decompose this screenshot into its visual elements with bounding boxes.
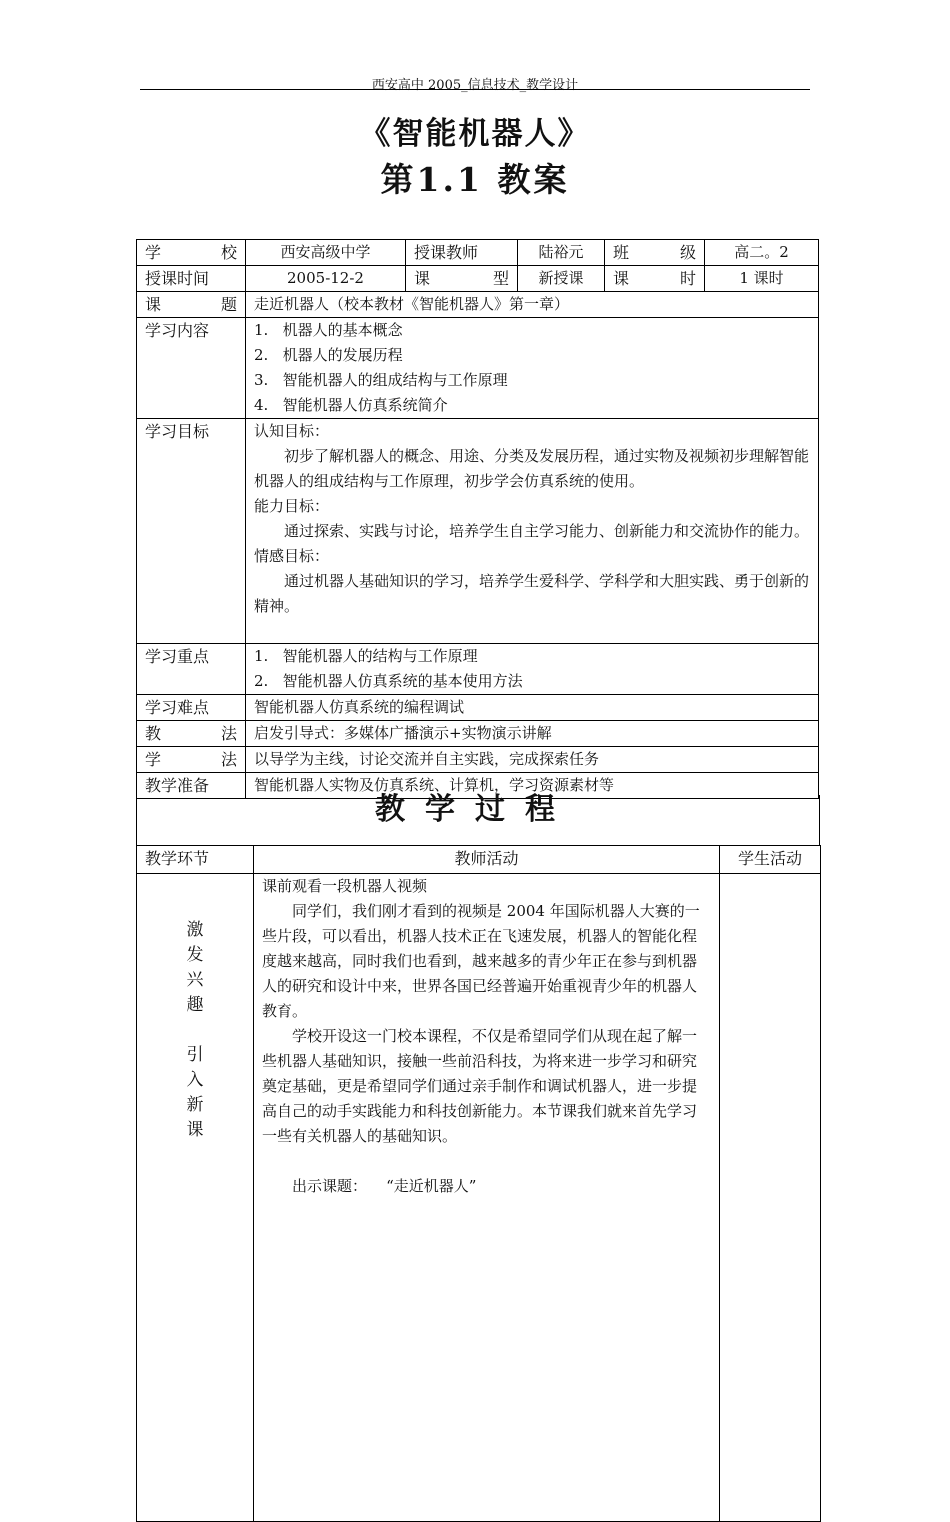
class-value: 高二。2	[705, 240, 819, 266]
goal-emotion-text: 通过机器人基础知识的学习，培养学生爱科学、学科学和大胆实践、勇于创新的精神。	[254, 572, 810, 615]
lesson-info-table	[136, 239, 819, 799]
time-value: 2005-12-2	[246, 266, 406, 292]
list-item: 3. 智能机器人的组成结构与工作原理	[254, 371, 508, 389]
learn-label: 学 法	[137, 747, 246, 773]
teacher-label: 授课教师	[406, 240, 518, 266]
hours-label: 课 时	[605, 266, 705, 292]
difficulty-value: 智能机器人仿真系统的编程调试	[246, 695, 819, 721]
prep-value: 智能机器人实物及仿真系统、计算机，学习资源素材等	[246, 773, 819, 799]
method-value: 启发引导式：多媒体广播演示+实物演示讲解	[246, 721, 819, 747]
list-item: 1. 智能机器人的结构与工作原理	[254, 647, 478, 665]
goal-cognitive-text: 初步了解机器人的概念、用途、分类及发展历程，通过实物及视频初步理解智能机器人的组成结构与工作原理，初步学会仿真系统的使用。	[254, 447, 810, 490]
topic-label: 课 题	[137, 292, 246, 318]
process-title: 教学过程	[375, 792, 575, 827]
teacher-value: 陆裕元	[518, 240, 605, 266]
activity-paragraph: 学校开设这一门校本课程，不仅是希望同学们从现在起了解一些机器人基础知识，接触一些前沿科技，为将来进一步学习和研究奠定基础，更是希望同学们通过亲手制作和调试机器人，进一步提高自己的动手实践能力和科技创新能力。本节课我们就来首先学习一些有关机器人的基础知识。	[262, 1027, 698, 1145]
student-activity-cell	[720, 874, 821, 1522]
content-label: 学习内容	[137, 318, 246, 419]
key-list	[246, 644, 819, 695]
lesson-number: 第1.1 教案	[380, 160, 570, 199]
school-value: 西安高级中学	[246, 240, 406, 266]
list-item: 4. 智能机器人仿真系统简介	[254, 396, 448, 414]
content-list	[246, 318, 819, 419]
activity-paragraph: 同学们，我们刚才看到的视频是 2004 年国际机器人大赛的一些片段，可以看出，机器人技术正在飞速发展，机器人的智能化程度越来越高，同时我们也看到，越来越多的青少年正在参与到机器人的研究和设计中来，世界各国已经普遍开始重视青少年的机器人教育。	[262, 902, 700, 1020]
method-label: 教 法	[137, 721, 246, 747]
page-header: 西安高中 2005_信息技术_教学设计	[371, 78, 579, 93]
type-value: 新授课	[518, 266, 605, 292]
document-title: 《智能机器人》	[359, 116, 591, 152]
goal-ability-text: 通过探索、实践与讨论，培养学生自主学习能力、创新能力和交流协作的能力。	[284, 522, 810, 540]
stage-cell: 激 发 兴 趣 引 入 新 课	[137, 874, 254, 1522]
time-label: 授课时间	[137, 266, 246, 292]
topic-value: 走近机器人（校本教材《智能机器人》第一章）	[246, 292, 819, 318]
process-table	[136, 845, 821, 1522]
prep-label: 教学准备	[137, 773, 246, 799]
difficulty-label: 学习难点	[137, 695, 246, 721]
teacher-activity-header: 教师活动	[254, 846, 720, 874]
goals-content	[246, 419, 819, 644]
hours-value: 1 课时	[705, 266, 819, 292]
learn-value: 以导学为主线，讨论交流并自主实践，完成探索任务	[246, 747, 819, 773]
teacher-activity-cell	[254, 874, 720, 1522]
list-item: 2. 机器人的发展历程	[254, 346, 403, 364]
school-label: 学 校	[137, 240, 246, 266]
activity-line: 出示课题： “走近机器人”	[292, 1177, 477, 1195]
student-activity-header: 学生活动	[720, 846, 821, 874]
list-item: 2. 智能机器人仿真系统的基本使用方法	[254, 672, 523, 690]
activity-line: 课前观看一段机器人视频	[262, 877, 428, 895]
stage-header: 教学环节	[137, 846, 254, 874]
type-label: 课 型	[406, 266, 518, 292]
list-item: 1. 机器人的基本概念	[254, 321, 403, 339]
class-label: 班 级	[605, 240, 705, 266]
goal-cognitive-title: 认知目标：	[254, 422, 330, 440]
goals-label: 学习目标	[137, 419, 246, 644]
goal-ability-title: 能力目标：	[254, 497, 330, 515]
goal-emotion-title: 情感目标：	[254, 547, 330, 565]
key-label: 学习重点	[137, 644, 246, 695]
header-rule	[140, 89, 810, 90]
